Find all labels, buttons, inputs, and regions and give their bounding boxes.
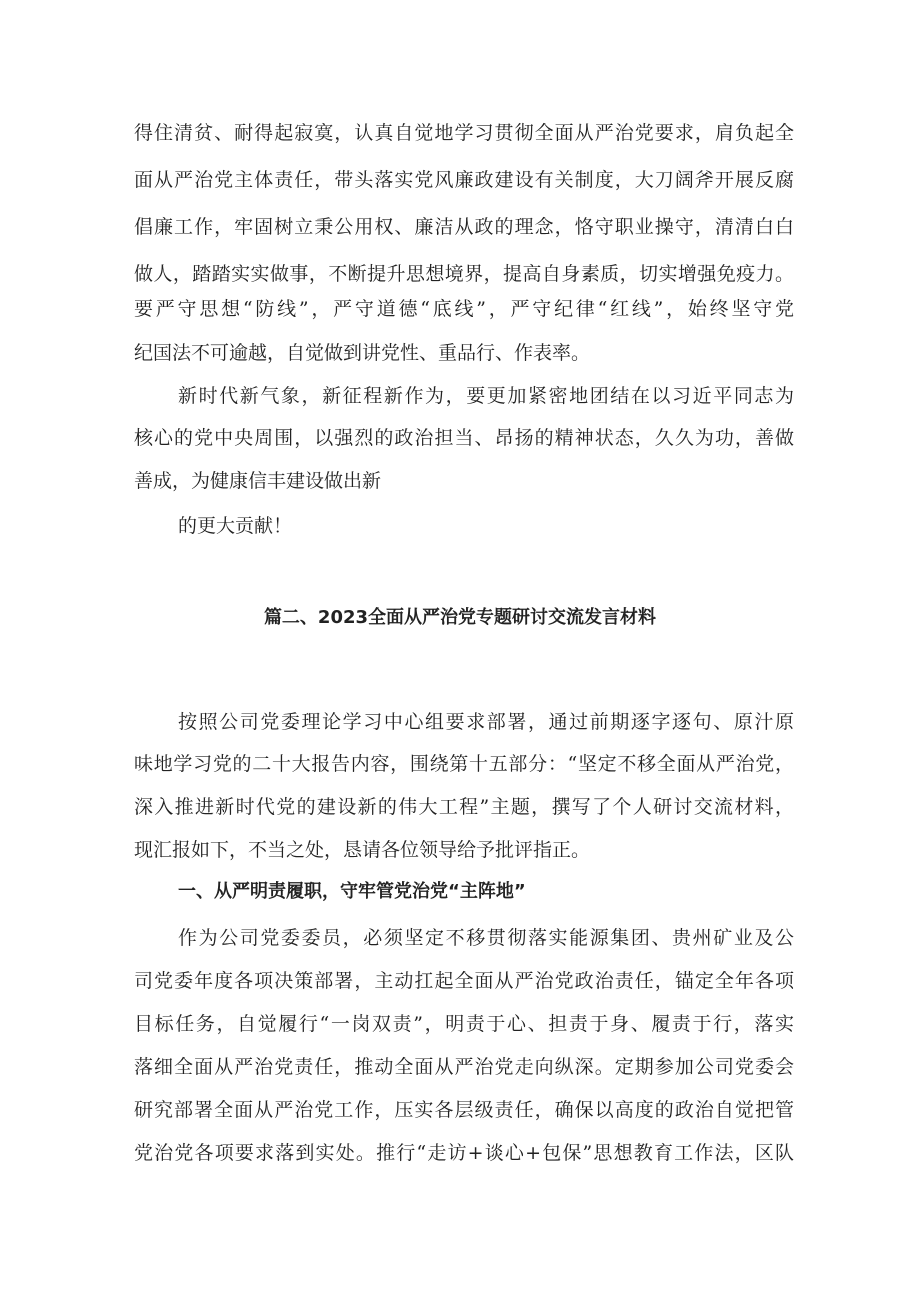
paragraph-line: 得住清贫、耐得起寂寞，认真自觉地学习贯彻全面从严治党要求，肩负起全 xyxy=(134,122,794,144)
paragraph-line: 善成，为健康信丰建设做出新 xyxy=(134,470,382,492)
paragraph-line: 纪国法不可逾越，自觉做到讲党性、重品行、作表率。 xyxy=(134,342,591,364)
section-title: 篇二、2023全面从严治党专题研讨交流发言材料 xyxy=(263,607,657,628)
paragraph-line: 要严守思想“防线”，严守道德“底线”，严守纪律“红线”，始终坚守党 xyxy=(134,298,794,320)
paragraph-line: 核心的党中央周围，以强烈的政治担当、昂扬的精神状态，久久为功，善做 xyxy=(134,427,794,449)
paragraph-line: 面从严治党主体责任，带头落实党风廉政建设有关制度，大刀阔斧开展反腐 xyxy=(134,169,794,191)
paragraph-line: 作为公司党委委员，必须坚定不移贯彻落实能源集团、贵州矿业及公 xyxy=(178,927,794,949)
paragraph-line: 做人，踏踏实实做事，不断提升思想境界，提高自身素质，切实增强免疫力。 xyxy=(134,263,794,285)
paragraph-line: 深入推进新时代党的建设新的伟大工程”主题，撰写了个人研讨交流材料， xyxy=(134,796,794,818)
paragraph-line: 倡廉工作，牢固树立秉公用权、廉洁从政的理念，恪守职业操守，清清白白 xyxy=(134,216,794,238)
paragraph-line: 研究部署全面从严治党工作，压实各层级责任，确保以高度的政治自觉把管 xyxy=(134,1099,794,1121)
subheading: 一、从严明责履职，守牢管党治党“主阵地” xyxy=(178,881,526,902)
paragraph-line: 现汇报如下，不当之处，恳请各位领导给予批评指正。 xyxy=(134,839,591,861)
paragraph-line: 落细全面从严治党责任，推动全面从严治党走向纵深。定期参加公司党委会 xyxy=(134,1056,794,1078)
paragraph-line: 司党委年度各项决策部署，主动扛起全面从严治党政治责任，锚定全年各项 xyxy=(134,970,794,992)
paragraph-line: 新时代新气象，新征程新作为，要更加紧密地团结在以习近平同志为 xyxy=(178,385,794,407)
paragraph-line: 味地学习党的二十大报告内容，围绕第十五部分：“坚定不移全面从严治党， xyxy=(134,753,794,775)
paragraph-line: 目标任务，自觉履行“一岗双责”，明责于心、担责于身、履责于行，落实 xyxy=(134,1013,794,1035)
paragraph-line: 党治党各项要求落到实处。推行“走访+谈心+包保”思想教育工作法，区队 xyxy=(134,1142,794,1164)
paragraph-line: 的更大贡献！ xyxy=(178,515,293,537)
paragraph-line: 按照公司党委理论学习中心组要求部署，通过前期逐字逐句、原汁原 xyxy=(178,711,794,733)
